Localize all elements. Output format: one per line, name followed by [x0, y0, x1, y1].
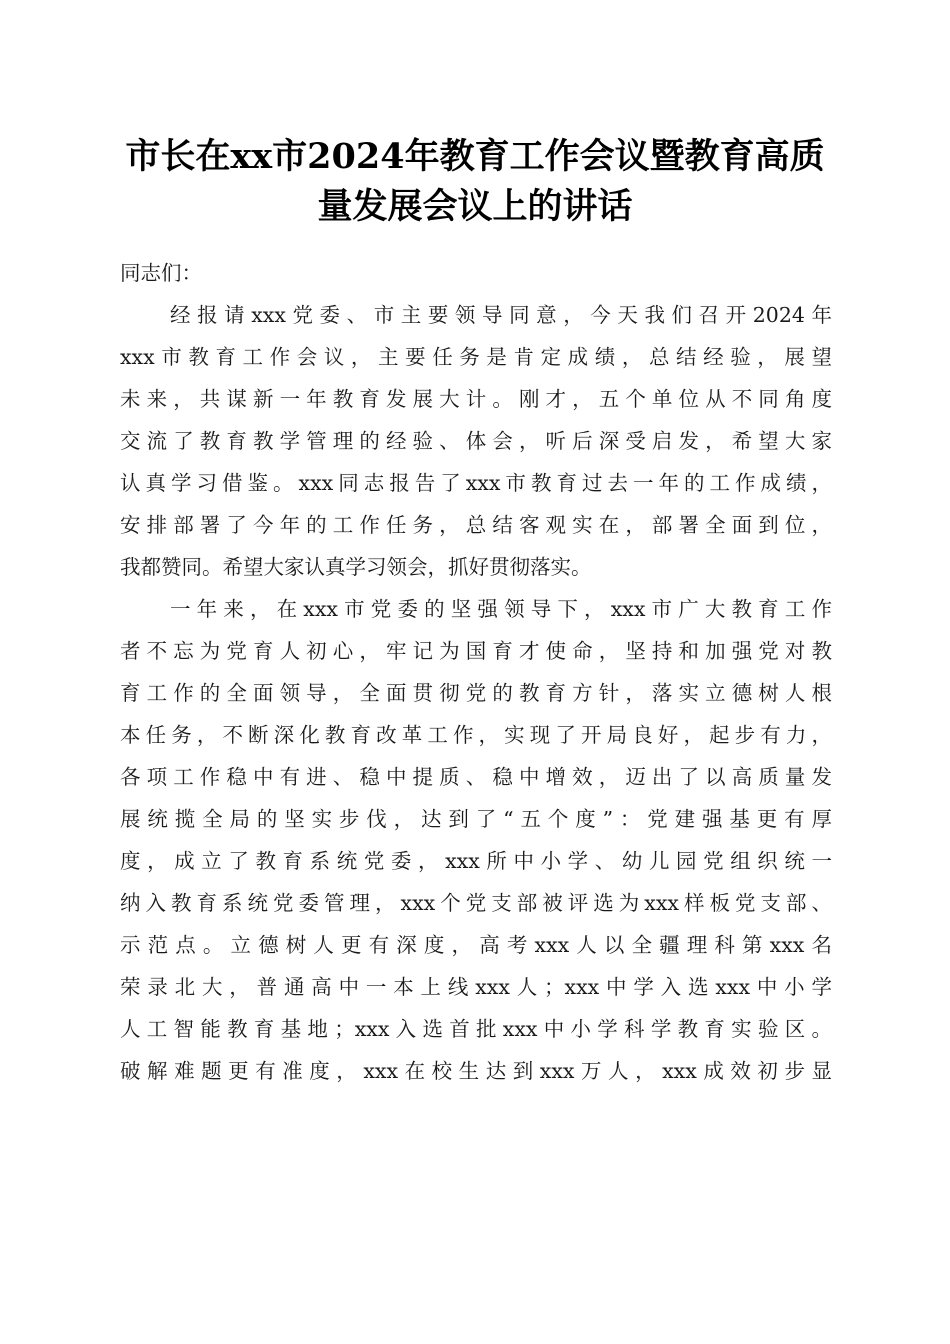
paragraph-line: 人工智能教育基地；xxx入选首批xxx中小学科学教育实验区。 — [120, 1017, 832, 1041]
paragraph-line: 展统揽全局的坚实步伐，达到了“五个度”：党建强基更有厚 — [120, 807, 832, 831]
paragraph-line: 度，成立了教育系统党委，xxx所中小学、幼儿园党组织统一 — [120, 849, 832, 873]
paragraph-line: 经报请xxx党委、市主要领导同意，今天我们召开2024年 — [170, 303, 832, 327]
paragraph-line: 交流了教育教学管理的经验、体会，听后深受启发，希望大家 — [120, 429, 832, 453]
paragraph-line: 育工作的全面领导，全面贯彻党的教育方针，落实立德树人根 — [120, 681, 832, 705]
paragraph-2 — [120, 588, 832, 1092]
paragraph-line: 安排部署了今年的工作任务，总结客观实在，部署全面到位， — [120, 513, 832, 537]
paragraph-line: 本任务，不断深化教育改革工作，实现了开局良好，起步有力， — [120, 723, 832, 747]
paragraph-line: 示范点。立德树人更有深度，高考xxx人以全疆理科第xxx名 — [120, 933, 832, 957]
paragraph-line: 未来，共谋新一年教育发展大计。刚才，五个单位从不同角度 — [120, 387, 832, 411]
paragraph-line: 荣录北大，普通高中一本上线xxx人；xxx中学入选xxx中小学 — [120, 975, 832, 999]
paragraph-line: 我都赞同。希望大家认真学习领会，抓好贯彻落实。 — [120, 555, 592, 579]
paragraph-1 — [120, 294, 832, 588]
document-title — [110, 132, 840, 232]
title-line-2: 量发展会议上的讲话 — [317, 186, 633, 227]
paragraph-line: 认真学习借鉴。xxx同志报告了xxx市教育过去一年的工作成绩， — [120, 471, 832, 495]
paragraph-line: 一年来，在xxx市党委的坚强领导下，xxx市广大教育工作 — [170, 597, 832, 621]
document-body — [120, 252, 832, 1092]
paragraph-line: 纳入教育系统党委管理，xxx个党支部被评选为xxx样板党支部、 — [120, 891, 832, 915]
paragraph-line: xxx市教育工作会议，主要任务是肯定成绩，总结经验，展望 — [120, 345, 832, 369]
salutation: 同志们： — [120, 261, 202, 285]
paragraph-line: 各项工作稳中有进、稳中提质、稳中增效，迈出了以高质量发 — [120, 765, 832, 789]
paragraph-line: 者不忘为党育人初心，牢记为国育才使命，坚持和加强党对教 — [120, 639, 832, 663]
paragraph-line: 破解难题更有准度，xxx在校生达到xxx万人，xxx成效初步显 — [120, 1059, 832, 1083]
title-line-1: 市长在xx市2024年教育工作会议暨教育高质 — [125, 136, 825, 177]
